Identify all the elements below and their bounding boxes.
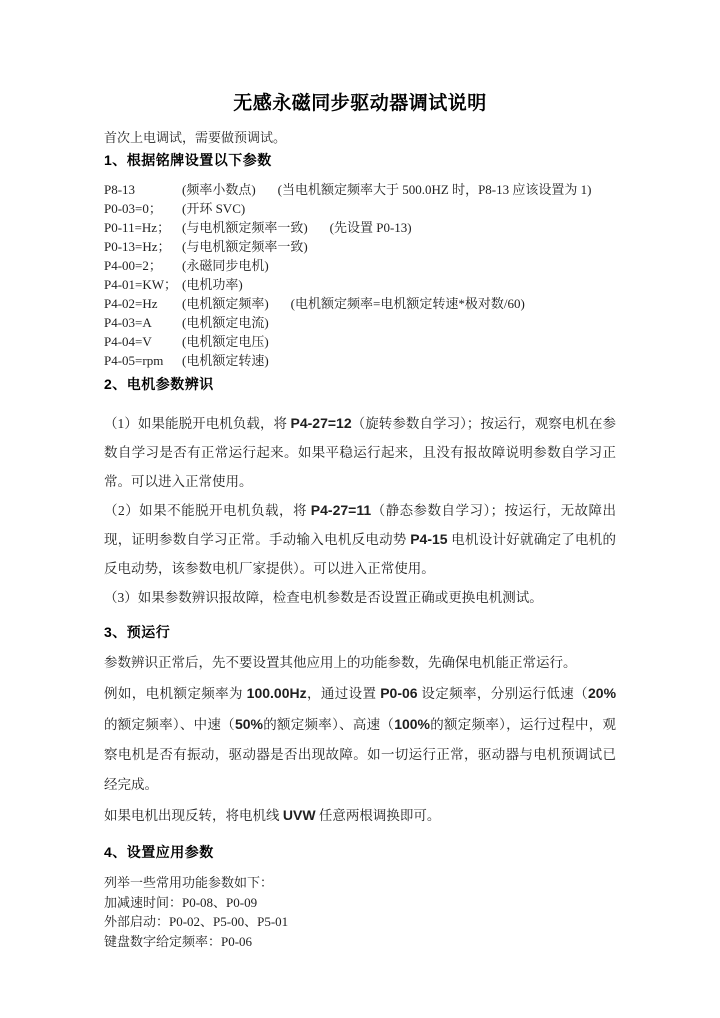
param-desc: (永磁同步电机) <box>182 258 269 273</box>
param-row <box>104 256 616 275</box>
param-row <box>104 237 616 256</box>
text-run: 电机设计好就确定了电机的反电动势，该参数电机厂家提供）。可以进入正常使用。 <box>104 532 617 576</box>
param-row <box>104 313 616 332</box>
param-row <box>104 332 616 351</box>
text-run: （静态参数自学习）；按运行，无故障出现，证明参数自学习正常。手动输入电机反电动势 <box>104 503 617 547</box>
list-line: 键盘数字给定频率：P0-06 <box>104 933 253 949</box>
param-row <box>104 180 616 199</box>
param-code: P0-11=Hz； <box>104 220 171 235</box>
param-row <box>104 294 616 313</box>
inline-code: P4-15 <box>410 531 448 547</box>
param-note: (先设置 P0-13) <box>329 220 412 235</box>
text-run: （3）如果参数辨识报故障，检查电机参数是否设置正确或更换电机测试。 <box>104 590 543 605</box>
section-1-heading: 1、根据铭牌设置以下参数 <box>104 152 272 168</box>
param-desc: (电机额定转速) <box>182 353 269 368</box>
paragraph-rotary-tuning <box>104 409 616 496</box>
param-desc: (频率小数点) <box>182 182 256 197</box>
paragraph-tuning-fault <box>104 583 616 612</box>
text-run: （1）如果能脱开电机负载，将 <box>104 416 291 431</box>
common-params-list <box>104 873 616 951</box>
section-2-heading: 2、电机参数辨识 <box>104 376 214 392</box>
param-row <box>104 218 616 237</box>
text-run: 如果电机出现反转，将电机线 <box>104 808 283 823</box>
param-desc: (与电机额定频率一致) <box>182 220 308 235</box>
param-desc: (电机额定电流) <box>182 315 269 330</box>
text-run: 例如，电机额定频率为 <box>104 686 247 701</box>
list-line: 加减速时间：P0-08、P0-09 <box>104 894 258 910</box>
inline-code: 100% <box>394 716 430 732</box>
text-run: 任意两根调换即可。 <box>315 808 441 823</box>
param-note: (当电机额定频率大于 500.0HZ 时，P8-13 应该设置为 1) <box>277 182 592 197</box>
inline-code: 20% <box>588 685 617 701</box>
param-code: P4-03=A <box>104 315 152 330</box>
param-row <box>104 199 616 218</box>
paragraph-prerun-example <box>104 678 616 800</box>
document-title: 无感永磁同步驱动器调试说明 <box>233 93 487 114</box>
text-run: 的额定频率），运行过程中，观察电机是否有振动，驱动器是否出现故障。如一切运行正常，驱动器与电机预调试已经完成。 <box>104 717 617 792</box>
param-code: P0-03=0； <box>104 201 162 216</box>
param-code: P4-04=V <box>104 334 152 349</box>
paragraph-prerun-intro <box>104 648 616 678</box>
list-line: 列举一些常用功能参数如下： <box>104 875 274 890</box>
param-code: P4-05=rpm <box>104 353 164 368</box>
inline-code: 100.00Hz <box>246 685 307 701</box>
inline-code: P4-27=12 <box>290 415 352 431</box>
param-code: P4-02=Hz <box>104 296 158 311</box>
section-4-heading: 4、设置应用参数 <box>104 844 214 860</box>
text-run: 的额定频率）、中速（ <box>104 717 235 732</box>
param-note: (电机额定频率=电机额定转速*极对数/60) <box>290 296 525 311</box>
param-code: P4-01=KW； <box>104 277 178 292</box>
param-desc: (与电机额定频率一致) <box>182 239 308 254</box>
param-code: P8-13 <box>104 182 136 197</box>
intro-text: 首次上电调试，需要做预调试。 <box>104 130 287 145</box>
section-3-heading: 3、预运行 <box>104 624 171 640</box>
paragraph-reverse-rotation <box>104 800 616 831</box>
inline-code: 50% <box>234 716 263 732</box>
text-run: （2）如果不能脱开电机负载，将 <box>104 503 311 518</box>
text-run: ，通过设置 <box>306 686 381 701</box>
param-code: P4-00=2； <box>104 258 162 273</box>
inline-code: P4-27=11 <box>310 502 372 518</box>
text-run: （旋转参数自学习）；按运行，观察电机在参数自学习是否有正常运行起来。如果平稳运行起来，且没有报故障说明参数自学习正常。可以进入正常使用。 <box>104 416 617 489</box>
param-row <box>104 275 616 294</box>
param-desc: (电机额定电压) <box>182 334 269 349</box>
inline-code: P0-06 <box>380 685 418 701</box>
param-code: P0-13=Hz； <box>104 239 171 254</box>
text-run: 参数辨识正常后，先不要设置其他应用上的功能参数，先确保电机能正常运行。 <box>104 655 577 670</box>
section-2-body <box>104 409 616 612</box>
list-line: 外部启动：P0-02、P5-00、P5-01 <box>104 914 289 929</box>
paragraph-static-tuning <box>104 496 616 583</box>
text-run: 设定频率，分别运行低速（ <box>417 686 588 701</box>
parameter-list <box>104 180 616 370</box>
text-run: 的额定频率）、高速（ <box>262 717 395 732</box>
param-desc: (开环 SVC) <box>182 201 246 216</box>
param-desc: (电机额定频率) <box>182 296 269 311</box>
section-3-body <box>104 648 616 831</box>
param-row <box>104 351 616 370</box>
inline-code: UVW <box>282 807 316 823</box>
param-desc: (电机功率) <box>182 277 243 292</box>
